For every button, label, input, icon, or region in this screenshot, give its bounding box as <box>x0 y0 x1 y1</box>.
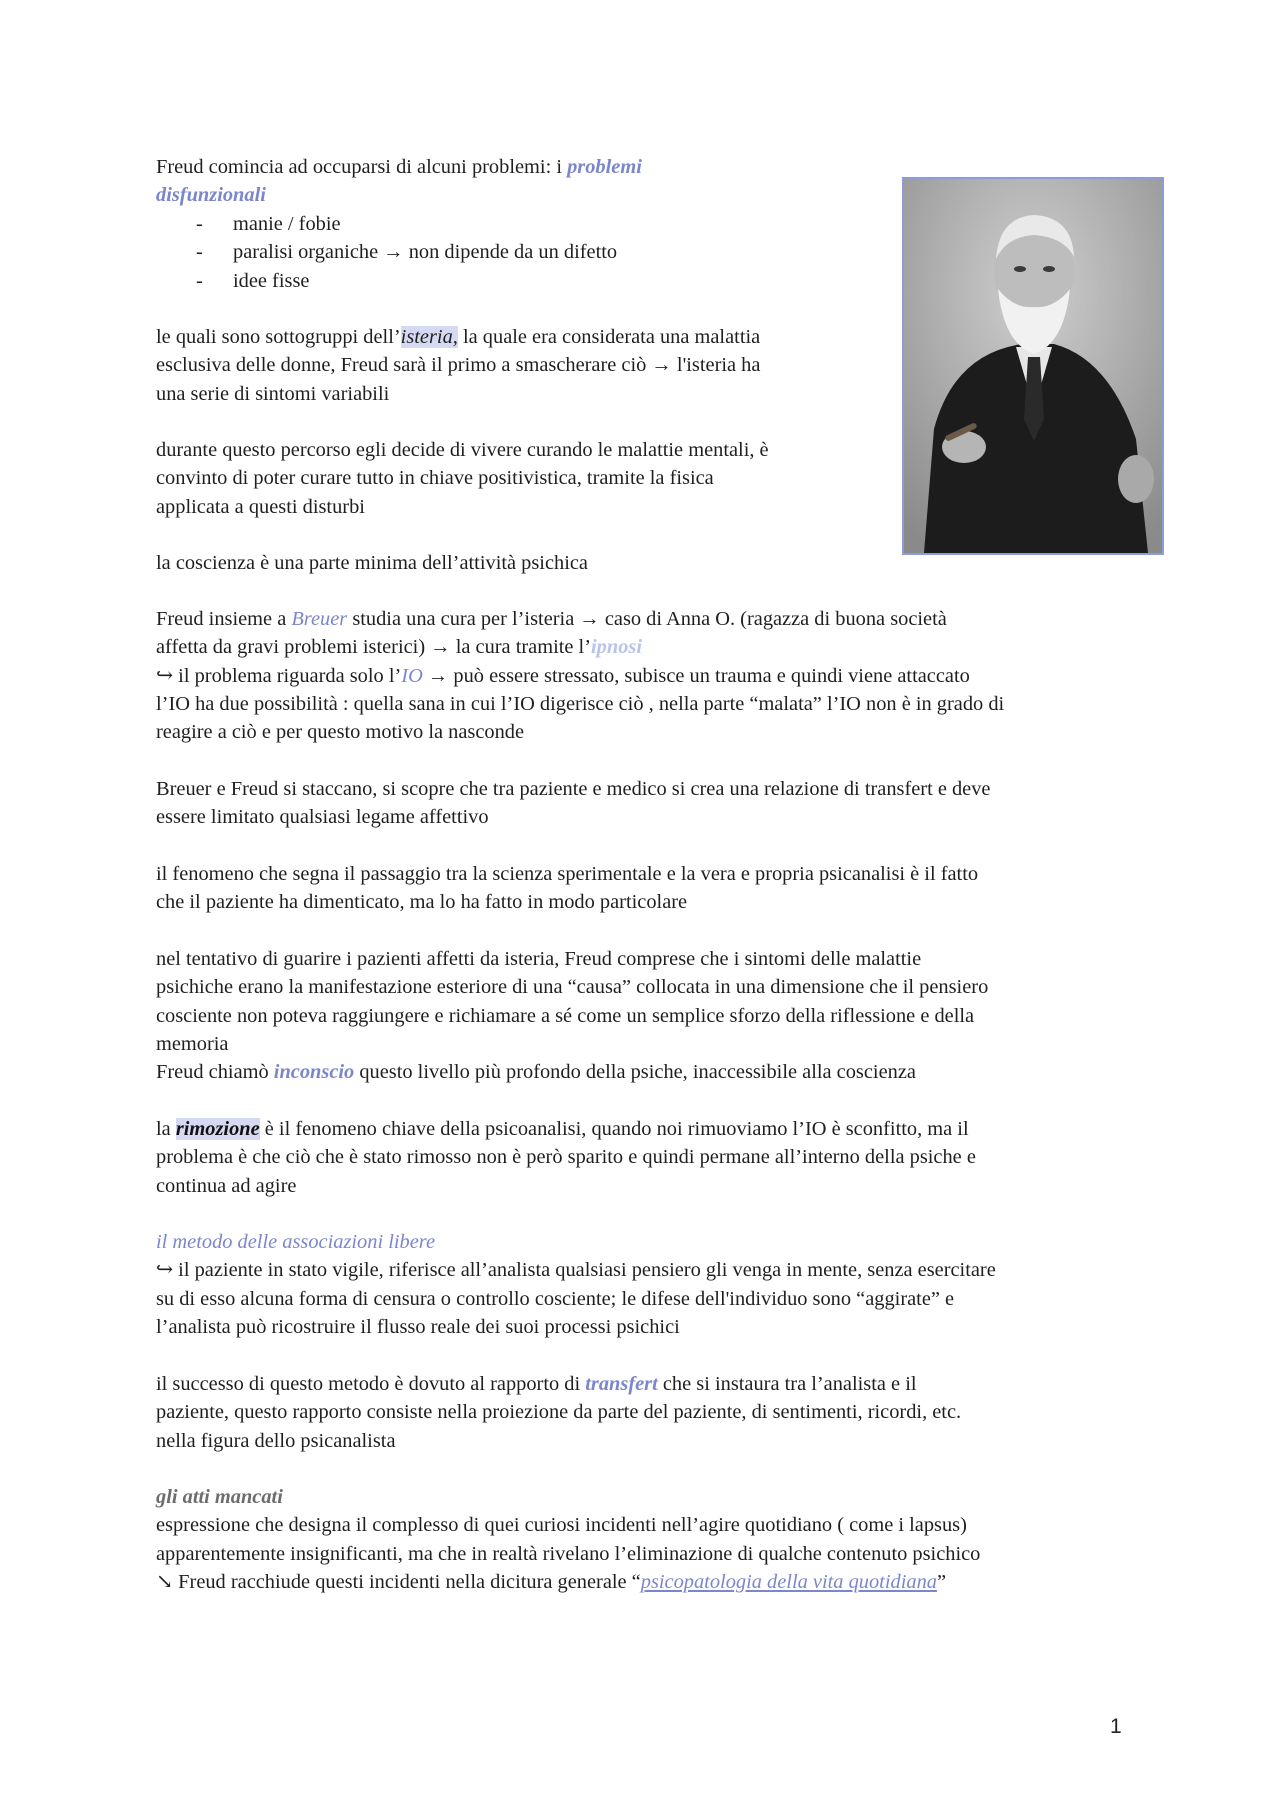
intro-paragraph <box>156 153 1136 210</box>
list-item: - idee fisse <box>156 267 1136 295</box>
transfert-intro-paragraph: Breuer e Freud si staccano, si scopre che tra paziente e medico si crea una relazione di transfert e deve essere limitato qualsiasi legame affettivo <box>156 778 991 829</box>
section-heading: il metodo delle associazioni libere <box>156 1231 436 1253</box>
emphasis-io: IO <box>401 664 423 687</box>
emphasis-disfunzionali: disfunzionali <box>156 184 266 207</box>
coscienza-paragraph: la coscienza è una parte minima dell’attività psichica <box>156 552 588 574</box>
page-number: 1 <box>1110 1715 1122 1738</box>
list-item: - manie / fobie <box>156 210 1136 238</box>
breuer-paragraph: Freud insieme a Breuer studia una cura per l’isteria → caso di Anna O. (ragazza di buona società affetta da gravi problemi isterici) → la cura tramite l’ipnosi ↪ il problema riguarda solo l’IO → può essere stressato, subisce un trauma e quindi viene attaccato l’IO ha due possibilità : quella sana in cui l’IO digerisce ciò , nella parte “malata” l’IO non è in grado di reagire a ciò e per questo motivo la nasconde <box>156 608 1005 744</box>
list-dash: - <box>196 269 203 292</box>
symptom-list <box>156 210 1136 295</box>
emphasis-ipnosi: ipnosi <box>591 636 643 659</box>
highlight-rimozione: rimozione <box>175 1118 260 1140</box>
rimozione-paragraph: la rimozione è il fenomeno chiave della psicoanalisi, quando noi rimuoviamo l’IO è sconfitto, ma il problema è che ciò che è stato rimosso non è però sparito e quindi permane all’interno della psiche e continua ad agire <box>156 1118 976 1197</box>
emphasis-problemi: problemi <box>567 156 642 178</box>
list-dash: - <box>196 213 203 235</box>
list-dash: - <box>196 241 203 264</box>
transfert-paragraph: il successo di questo metodo è dovuto al rapporto di transfert che si instaura tra l’analista e il paziente, questo rapporto consiste nella proiezione da parte del paziente, di sentimenti, ricordi, etc. nella figura dello psicanalista <box>156 1373 962 1452</box>
percorso-paragraph: durante questo percorso egli decide di vivere curando le malattie mentali, è convinto di poter curare tutto in chiave positivistica, tramite la fisica applicata a questi disturbi <box>156 439 769 518</box>
fenomeno-paragraph: il fenomeno che segna il passaggio tra la scienza sperimentale e la vera e propria psicanalisi è il fatto che il paziente ha dimenticato, ma lo ha fatto in modo particolare <box>156 863 979 914</box>
list-item: - paralisi organiche → non dipende da un difetto <box>156 238 1136 266</box>
section-heading: gli atti mancati <box>156 1486 283 1508</box>
inconscio-paragraph: nel tentativo di guarire i pazienti affetti da isteria, Freud comprese che i sintomi delle malattie psichiche erano la manifestazione esteriore di una “causa” collocata in una dimensione che il pensiero cosciente non poteva raggiungere e richiamare a sé come un semplice sforzo della riflessione e della memoria Freud chiamò inconscio questo livello più profondo della psiche, inaccessibile alla coscienza <box>156 948 989 1084</box>
associazioni-libere-section: il metodo delle associazioni libere ↪ il paziente in stato vigile, riferisce all’analista qualsiasi pensiero gli venga in mente, senza esercitare su di esso alcuna forma di censura o controllo cosciente; le difese dell'individuo sono “aggirate” e l’analista può ricostruire il flusso reale dei suoi processi psichici <box>156 1228 1136 1341</box>
emphasis-inconscio: inconscio <box>273 1061 355 1084</box>
psicopatologia-link[interactable]: psicopatologia della vita quotidiana <box>640 1570 937 1593</box>
intro-text: Freud comincia ad occuparsi di alcuni problemi: i <box>156 156 568 178</box>
name-breuer: Breuer <box>291 608 348 630</box>
isteria-paragraph: le quali sono sottogruppi dell’isteria, la quale era considerata una malattia esclusiva delle donne, Freud sarà il primo a smascherare ciò → l'isteria ha una serie di sintomi variabili <box>156 326 761 405</box>
highlight-isteria: isteria, <box>400 326 458 348</box>
emphasis-transfert: transfert <box>585 1373 658 1395</box>
atti-mancati-section: gli atti mancati espressione che designa il complesso di quei curiosi incidenti nell’agire quotidiano ( come i lapsus) apparentemente insignificanti, ma che in realtà rivelano l’eliminazione di qualche contenuto psichico ↘ Freud racchiude questi incidenti nella dicitura generale “psicopatologia della vita quotidiana” <box>156 1483 1136 1596</box>
